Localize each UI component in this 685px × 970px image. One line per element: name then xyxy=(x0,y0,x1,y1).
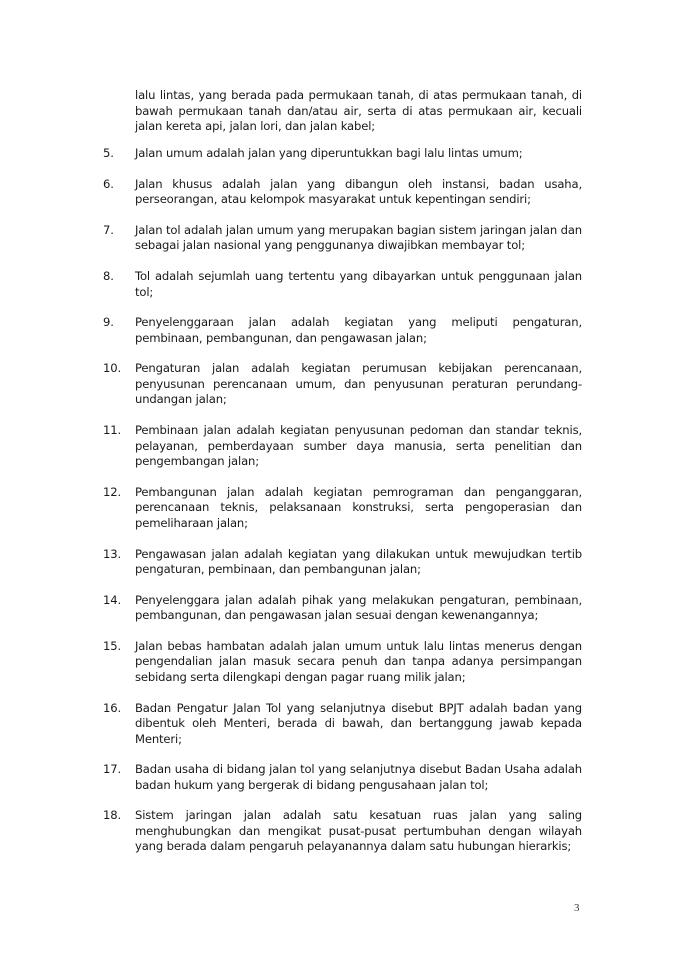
item-text: Jalan umum adalah jalan yang diperuntukkan bagi lalu lintas umum; xyxy=(135,146,523,160)
item-text: Jalan tol adalah jalan umum yang merupakan bagian sistem jaringan jalan dan sebagai jalan nasional yang penggunanya diwajibkan membayar tol; xyxy=(135,222,582,253)
list-item xyxy=(103,762,582,793)
list-item xyxy=(103,547,582,578)
item-number: 17. xyxy=(103,762,121,777)
list-item xyxy=(103,639,582,686)
item-number: 14. xyxy=(103,592,121,607)
item-text: Jalan khusus adalah jalan yang dibangun oleh instansi, badan usaha, perseorangan, atau kelompok masyarakat untuk kepentingan sendiri; xyxy=(135,176,582,207)
continued-paragraph: lalu lintas, yang berada pada permukaan tanah, di atas permukaan tanah, di bawah permukaan tanah dan/atau air, serta di atas permukaan air, kecuali jalan kereta api, jalan lori, dan jalan kabel; xyxy=(135,88,582,133)
item-number: 8. xyxy=(103,269,114,284)
item-text: Pembinaan jalan adalah kegiatan penyusunan pedoman dan standar teknis, pelayanan, pemberdayaan sumber daya manusia, serta penelitian dan pengembangan jalan; xyxy=(135,423,582,469)
item-text: Pembangunan jalan adalah kegiatan pemrograman dan penganggaran, perencanaan teknis, pelaksanaan konstruksi, serta pengoperasian dan pemeliharaan jalan; xyxy=(135,484,582,530)
item-text: Penyelenggara jalan adalah pihak yang melakukan pengaturan, pembinaan, pembangunan, dan pengawasan jalan sesuai dengan kewenangannya; xyxy=(135,592,582,623)
item-text: Pengawasan jalan adalah kegiatan yang dilakukan untuk mewujudkan tertib pengaturan, pembinaan, dan pembangunan jalan; xyxy=(135,546,582,576)
list-item xyxy=(103,361,582,408)
list-item xyxy=(103,808,582,855)
list-item xyxy=(103,223,582,254)
item-text: Jalan bebas hambatan adalah jalan umum untuk lalu lintas menerus dengan pengendalian jalan masuk secara penuh dan tanpa adanya persimpangan sebidang serta dilengkapi dengan pagar ruang milik jalan; xyxy=(135,638,582,684)
item-number: 16. xyxy=(103,700,121,715)
item-number: 5. xyxy=(103,146,114,160)
list-item xyxy=(103,701,582,748)
item-text: Badan Pengatur Jalan Tol yang selanjutnya disebut BPJT adalah badan yang dibentuk oleh Menteri, berada di bawah, dan bertanggung jawab kepada Menteri; xyxy=(135,700,582,746)
item-number: 6. xyxy=(103,176,114,191)
item-text: Tol adalah sejumlah uang tertentu yang dibayarkan untuk penggunaan jalan tol; xyxy=(135,269,582,299)
item-text: Penyelenggaraan jalan adalah kegiatan yang meliputi pengaturan, pembinaan, pembangunan, dan pengawasan jalan; xyxy=(135,315,582,345)
item-number: 12. xyxy=(103,484,121,499)
list-item xyxy=(103,315,582,346)
list-item xyxy=(103,269,582,300)
definition-list xyxy=(103,146,582,870)
item-number: 15. xyxy=(103,638,121,653)
list-item xyxy=(103,177,582,208)
item-number: 13. xyxy=(103,546,121,561)
item-text: Badan usaha di bidang jalan tol yang selanjutnya disebut Badan Usaha adalah badan hukum yang bergerak di bidang pengusahaan jalan tol; xyxy=(135,762,582,792)
item-number: 11. xyxy=(103,423,121,438)
list-item xyxy=(103,485,582,532)
list-item xyxy=(103,146,582,162)
item-number: 9. xyxy=(103,315,114,330)
page-number: 3 xyxy=(574,902,580,914)
item-text: Sistem jaringan jalan adalah satu kesatuan ruas jalan yang saling menghubungkan dan mengikat pusat-pusat pertumbuhan dengan wilayah yang berada dalam pengaruh pelayanannya dalam satu hubungan hierarkis; xyxy=(135,808,582,854)
list-item xyxy=(103,593,582,624)
list-item xyxy=(103,423,582,470)
item-text: Pengaturan jalan adalah kegiatan perumusan kebijakan perencanaan, penyusunan perencanaan umum, dan penyusunan peraturan perundang-undangan jalan; xyxy=(135,361,582,407)
item-number: 18. xyxy=(103,808,121,823)
item-number: 7. xyxy=(103,222,114,237)
item-number: 10. xyxy=(103,361,121,376)
